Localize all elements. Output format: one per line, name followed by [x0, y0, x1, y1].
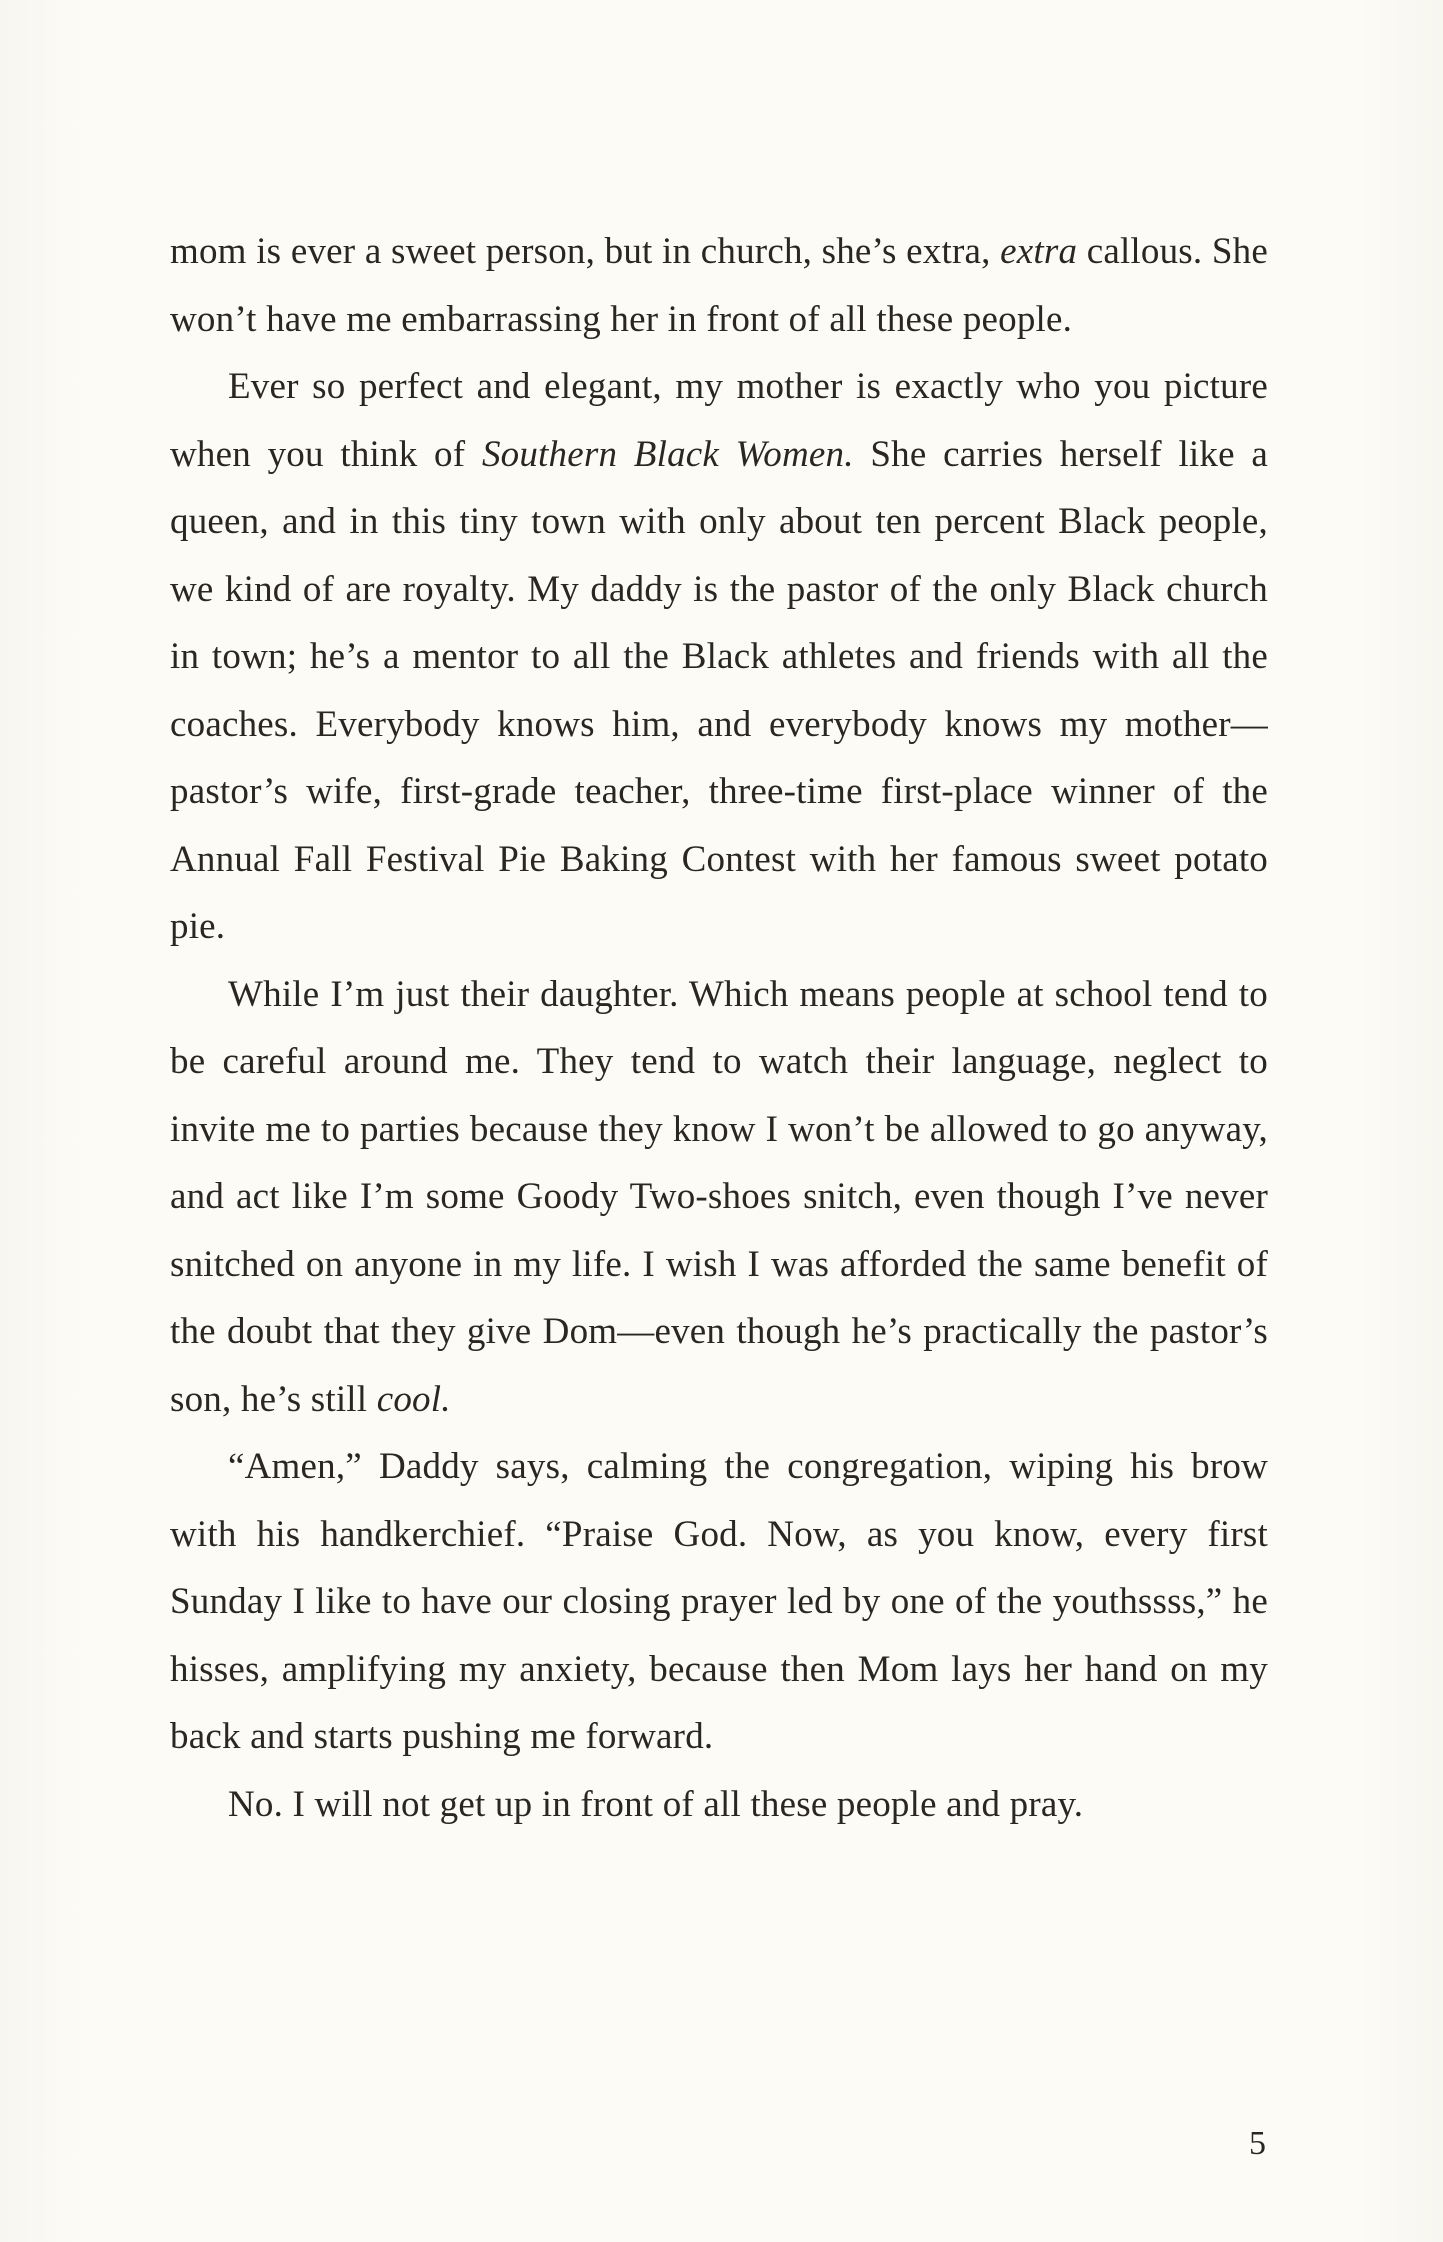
paragraph-2 — [170, 353, 1268, 961]
emphasis-run: cool. — [376, 1378, 451, 1420]
text-run: mom is ever a sweet person, but in church, she’s extra, — [170, 231, 1001, 272]
text-run: No. I will not get up in front of all these people and pray. — [228, 1783, 1084, 1825]
paragraph-1 — [170, 218, 1268, 353]
text-run: While I’m just their daughter. Which means people at school tend to be careful around me. They tend to watch their language, neglect to invite me to parties because they know I won’t be allowed to go anyway, and act like I’m some Goody Two-shoes snitch, even though I’ve never snitched on anyone in my life. I wish I was afforded the same benefit of the doubt that they give Dom—even though he’s practically the pastor’s son, he’s still — [170, 973, 1268, 1420]
text-run: callous. She won’t have me embarrassing her in front of all these people. — [170, 231, 1268, 340]
paragraph-3 — [170, 961, 1268, 1434]
paragraph-4 — [170, 1433, 1268, 1771]
text-run: She carries herself like a queen, and in this tiny town with only about ten percent Black people, we kind of are royalty. My daddy is the pastor of the only Black church in town; he’s a mentor to all the Black athletes and friends with all the coaches. Everybody knows him, and everybody knows my mother—pastor’s wife, first-grade teacher, three-time first-place winner of the Annual Fall Festival Pie Baking Contest with her famous sweet potato pie. — [170, 433, 1268, 947]
emphasis-run: extra — [1000, 231, 1078, 272]
text-run: “Amen,” Daddy says, calming the congregation, wiping his brow with his handkerchief. “Praise God. Now, as you know, every first Sunday I like to have our closing prayer led by one of the youthssss,” he hisses, amplifying my anxiety, because then Mom lays her hand on my back and starts pushing me forward. — [170, 1446, 1268, 1757]
body-text — [170, 218, 1268, 1838]
paragraph-5 — [170, 1771, 1268, 1839]
page-number: 5 — [1249, 2125, 1266, 2162]
emphasis-run: Southern Black Women. — [481, 433, 854, 475]
text-run: Ever so perfect and elegant, my mother is exactly who you picture when you think of — [170, 366, 1268, 475]
